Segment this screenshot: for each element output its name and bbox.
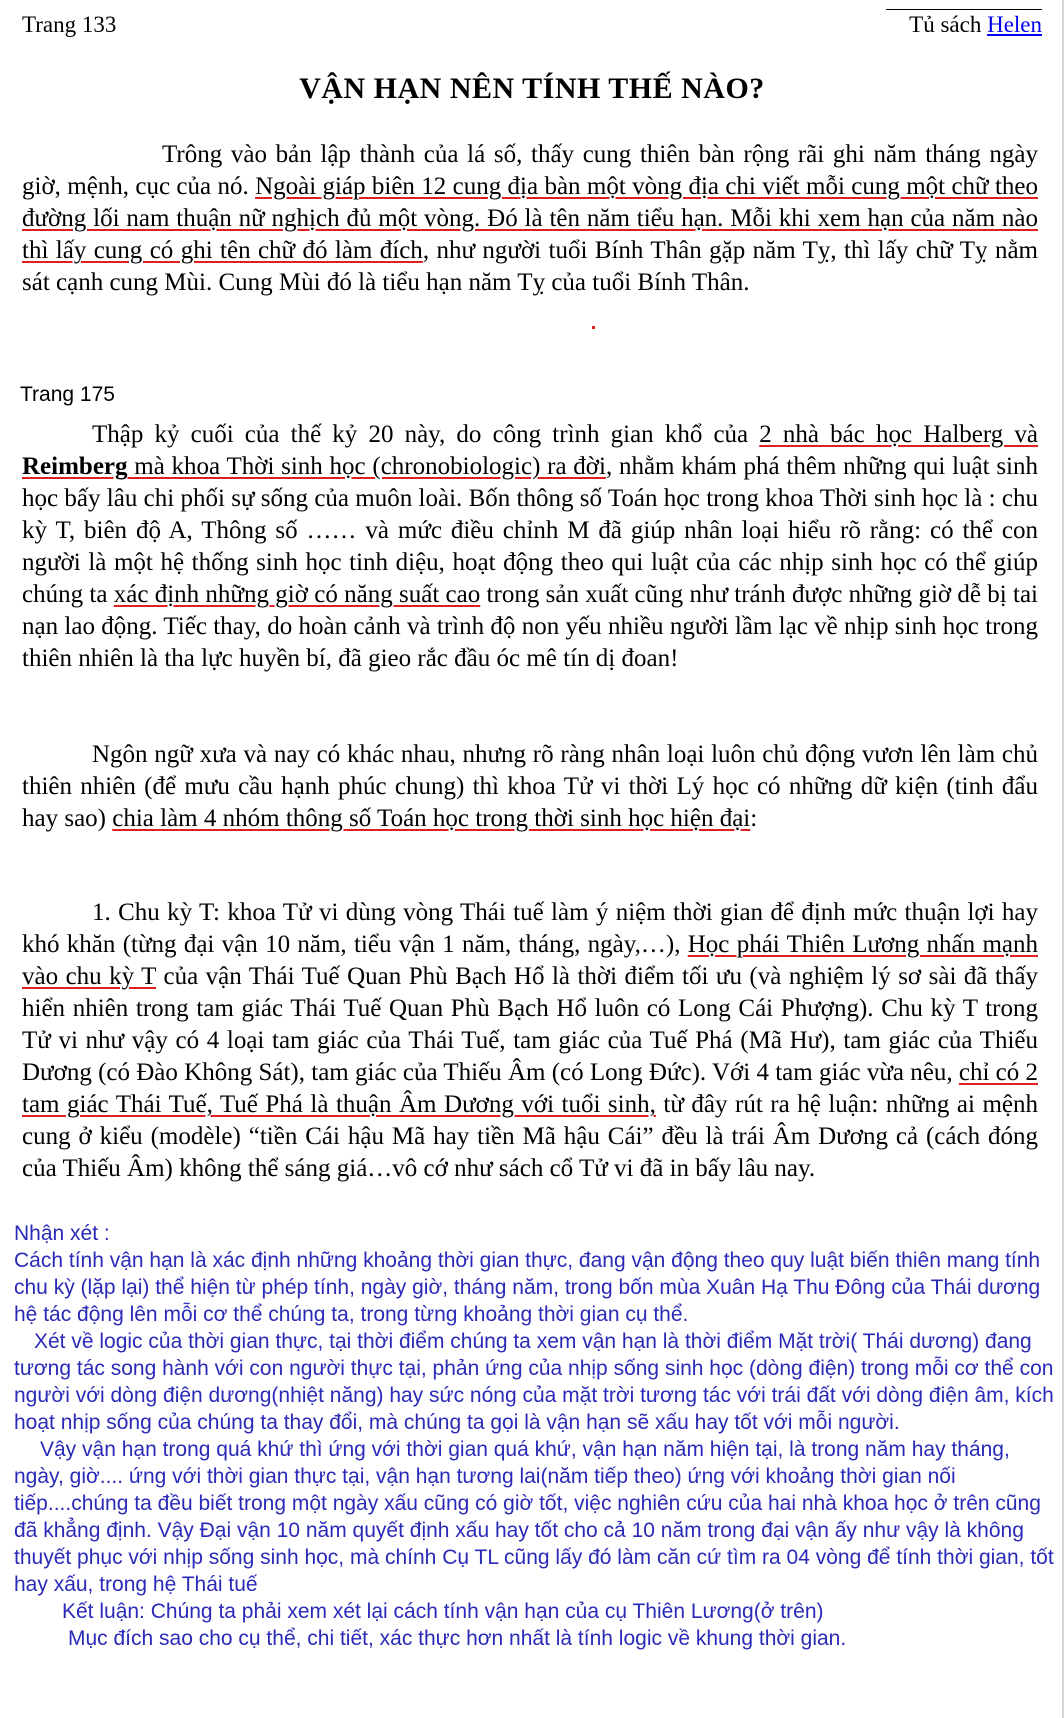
note-purpose: Mục đích sao cho cụ thể, chi tiết, xác thực hơn nhất là tính logic về khung thời gian. bbox=[68, 1627, 847, 1650]
p3-text-1: Ngôn ngữ xưa và nay có khác nhau, nhưng rõ ràng nhân loại luôn chủ động vươn lên làm chủ thiên nhiên (để mưu cầu hạnh phúc chung) thì khoa Tử vi thời Lý học có những dữ kiện (tinh đẩu hay sao) bbox=[22, 741, 1038, 832]
p3-text-2: : bbox=[750, 805, 758, 832]
note-conclusion: Kết luận: Chúng ta phải xem xét lại cách tính vận hạn của cụ Thiên Lương(ở trên) bbox=[62, 1600, 824, 1623]
page-number-label: Trang 133 bbox=[22, 12, 117, 37]
note-1: Cách tính vận hạn là xác định những khoảng thời gian thực, đang vận động theo quy luật biến thiên mang tính chu kỳ (lặp lại) thể hiện từ phép tính, ngày giờ, tháng năm, trong bốn mùa Xuân Hạ Thu Đông của Thái dương hệ tác động lên mỗi cơ thể chúng ta, trong từng khoảng thời gian cụ thể. bbox=[14, 1249, 1041, 1326]
p2-text-3: trong sản xuất cũng như tránh được những giờ dễ bị tai nạn lao động. Tiếc thay, do hoàn cảnh và trình độ non yếu nhiều người lầm lạc về nhịp sinh học trong thiên nhiên là tha lực huyền bí, đã gieo rắc đầu óc mê tín dị đoan! bbox=[22, 581, 1039, 672]
paragraph-language bbox=[22, 739, 1038, 835]
p2-underlined-bold: Reimberg bbox=[22, 453, 128, 480]
library-prefix: Tủ sách bbox=[909, 12, 988, 37]
p1-underlined-1: Ngoài giáp biên 12 cung địa bàn một vòng địa chi viết mỗi cung một chữ theo đường lối nam thuận nữ nghịch đủ một vòng. Đó là tên năm tiểu hạn. Mỗi khi xem hạn của năm nào thì lấy cung có ghi tên chữ đó làm đích bbox=[22, 173, 1038, 264]
p2-text-2: , nhằm khám phá thêm những qui luật sinh học bấy lâu chi phối sự sống của muôn loài. Bốn thông số Toán học trong khoa Thời sinh học là : chu kỳ T, biên độ A, Thông số …… và mức điều chỉnh M đã giúp nhân loại hiểu rõ rằng: có thể con người là một hệ thống sinh học tinh diệu, hoạt động theo qui luật của các nhịp sinh học có thể giúp chúng ta bbox=[22, 453, 1038, 608]
section-page-label: Trang 175 bbox=[20, 383, 115, 406]
p2-underlined-3: xác định những giờ có năng suất cao bbox=[113, 581, 481, 608]
note-3: Vậy vận hạn trong quá khứ thì ứng với thời gian quá khứ, vận hạn năm hiện tại, là trong năm hay tháng, ngày, giờ.... ứng với thời gian thực tại, vận hạn tương lai(năm tiếp theo) ứng với khoảng thời gian nối tiếp....chúng ta đều biết trong một ngày xấu cũng có giờ tốt, việc nghiên cứu của hai nhà khoa học ở trên cũng đã khẳng định. Vậy Đại vận 10 năm quyết định xấu hay tốt cho cả 10 năm trong đại vận ấy như vậy là không thuyết phục với nhịp sống sinh học, mà chính Cụ TL cũng lấy đó làm căn cứ tìm ra 04 vòng để tính thời gian, tốt hay xấu, trong hệ Thái tuế bbox=[14, 1438, 1054, 1596]
stray-red-mark bbox=[592, 326, 595, 329]
header-rule bbox=[886, 9, 1042, 10]
page-title: VẬN HẠN NÊN TÍNH THẾ NÀO? bbox=[299, 72, 765, 105]
note-2: Xét về logic của thời gian thực, tại thời điểm chúng ta xem vận hạn là thời điểm Mặt trời( Thái dương) đang tương tác song hành với con người thực tại, phản ứng của nhịp sống sinh học (dòng điện) trong mỗi cơ thể con người với dòng điện dương(nhiệt năng) hay sức nóng của mặt trời tương tác với trái đất với dòng điện âm, kích hoạt nhịp sống của chúng ta thay đổi, mà chúng ta gọi là vận hạn sẽ xấu hay tốt với mỗi người. bbox=[14, 1330, 1054, 1434]
p4-text-1: 1. Chu kỳ T: khoa Tử vi dùng vòng Thái tuế làm ý niệm thời gian để định mức thuận lợi hay khó khăn (từng đại vận 10 năm, tiểu vận 1 năm, tháng, ngày,…), bbox=[22, 899, 1038, 958]
p1-text-2: , như người tuổi Bính Thân gặp năm Tỵ, thì lấy chữ Tỵ nằm sát cạnh cung Mùi. Cung Mùi đó là tiểu hạn năm Tỵ của tuổi Bính Thân. bbox=[22, 237, 1038, 296]
p2-underlined-2: mà khoa Thời sinh học (chronobiologic) ra đời bbox=[127, 453, 606, 480]
paragraph-chu-ky-t bbox=[22, 897, 1038, 1185]
notes-heading: Nhận xét : bbox=[14, 1222, 110, 1245]
p4-text-3: từ đây rút ra hệ luận: những ai mệnh cung ở kiểu (modèle) “tiền Cái hậu Mã hay tiền Mã hậu Cái” đều là trái Âm Dương cả (cách đóng của Thiếu Âm) không thể sáng giá…vô cớ như sách cổ Tử vi đã in bấy lâu nay. bbox=[22, 1091, 1038, 1182]
commentary-block bbox=[14, 1220, 1060, 1652]
p4-underlined-2: chỉ có 2 tam giác Thái Tuế, Tuế Phá là thuận Âm Dương với tuổi sinh, bbox=[22, 1059, 1038, 1118]
p4-text-2: của vận Thái Tuế Quan Phù Bạch Hổ là thời điểm tối ưu (và nghiệm lý sơ sài đã thấy hiển nhiên trong tam giác Thái Tuế Quan Phù Bạch Hổ luôn có Long Cái Phượng). Chu kỳ T trong Tử vi như vậy có 4 loại tam giác của Thái Tuế, tam giác của Tuế Phá (Mã Hư), tam giác của Thiếu Dương (có Đào Không Sát), tam giác của Thiếu Âm (có Long Đức). Với 4 tam giác vừa nêu, bbox=[22, 963, 1038, 1086]
p2-text-1: Thập kỷ cuối của thế kỷ 20 này, do công trình gian khổ của bbox=[92, 421, 760, 448]
paragraph-chronobiology bbox=[22, 419, 1038, 675]
p2-underlined-1: 2 nhà bác học Halberg và bbox=[759, 421, 1038, 448]
p4-underlined-1: Học phái Thiên Lương nhấn mạnh vào chu kỳ T bbox=[22, 931, 1038, 990]
p3-underlined-1: chia làm 4 nhóm thông số Toán học trong thời sinh học hiện đại bbox=[112, 805, 751, 832]
paragraph-tieu-han bbox=[22, 139, 1038, 299]
helen-link[interactable]: Helen bbox=[987, 12, 1042, 37]
library-credit bbox=[909, 12, 1042, 38]
p1-text-1: Trông vào bản lập thành của lá số, thấy cung thiên bàn rộng rãi ghi năm tháng ngày giờ, mệnh, cục của nó. bbox=[22, 141, 1038, 200]
